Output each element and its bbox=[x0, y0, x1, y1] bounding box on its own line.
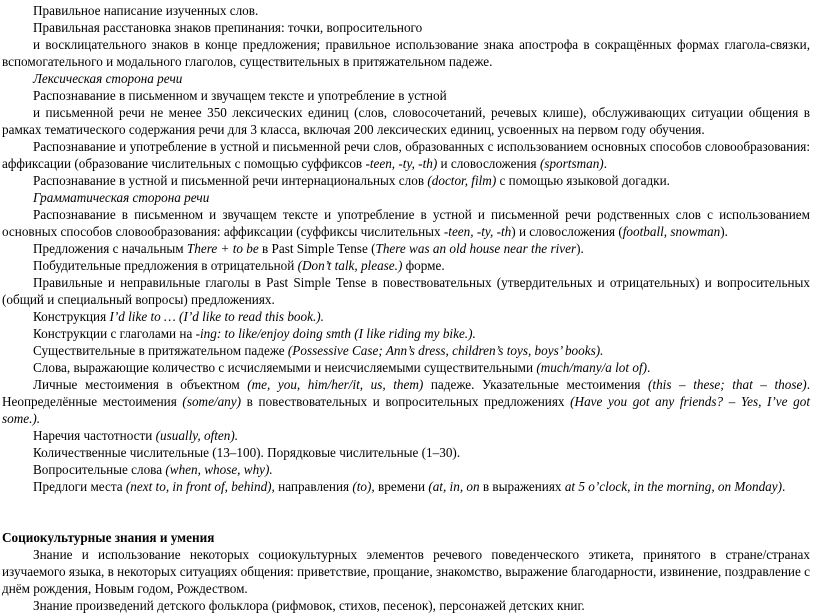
text: Правильная расстановка знаков препинания: точки, вопросительного bbox=[33, 20, 423, 35]
paragraph bbox=[2, 104, 810, 138]
text: ) и словосложения ( bbox=[511, 224, 623, 239]
text-italic: (next to, in front of, behind), bbox=[125, 479, 275, 494]
text-italic: (when, whose, why). bbox=[165, 462, 273, 477]
text: Распознавание в устной и письменной речи интернациональных слов bbox=[33, 173, 428, 188]
text: и словосложения bbox=[437, 156, 540, 171]
section-heading bbox=[2, 529, 810, 546]
text: Знание произведений детского фольклора (рифмовок, стихов, песенок), персонажей детских книг. bbox=[33, 598, 585, 613]
paragraph bbox=[2, 546, 810, 597]
text: направления bbox=[274, 479, 353, 494]
text: Количественные числительные (13–100). Порядковые числительные (1–30). bbox=[33, 445, 461, 460]
spacer bbox=[2, 495, 810, 529]
text: в повествовательных и вопросительных предложениях bbox=[241, 394, 571, 409]
paragraph bbox=[2, 597, 810, 614]
text: Распознавание в письменном и звучащем тексте и употребление в устной bbox=[33, 88, 447, 103]
text: ). bbox=[720, 224, 728, 239]
paragraph bbox=[2, 359, 810, 376]
text: Распознавание и употребление в устной и письменной речи слов, образованных с использованием основных способов словообразования: аффиксации (образование числительных с помощью суффиксов bbox=[2, 139, 810, 171]
text: форме. bbox=[402, 258, 445, 273]
paragraph bbox=[2, 444, 810, 461]
text-italic: -ing: to like/enjoy doing smth (I like riding my bike.). bbox=[195, 326, 476, 341]
text-italic: (doctor, film) bbox=[427, 173, 497, 188]
text-italic: (Don’t talk, please.) bbox=[297, 258, 403, 273]
text-italic: (me, you, him/her/it, us, them) bbox=[247, 377, 424, 392]
subheading-text: Грамматическая сторона речи bbox=[33, 190, 210, 205]
paragraph bbox=[2, 206, 810, 240]
text-italic: (to), bbox=[352, 479, 375, 494]
text-italic: (usually, often). bbox=[155, 428, 239, 443]
text: Наречия частотности bbox=[33, 428, 156, 443]
text: Конструкции с глаголами на bbox=[33, 326, 196, 341]
text-italic: (some/any) bbox=[182, 394, 242, 409]
text: в Past Simple Tense ( bbox=[258, 241, 376, 256]
subheading-lexical bbox=[2, 70, 810, 87]
subheading-grammar bbox=[2, 189, 810, 206]
text-italic: (at, in, on bbox=[428, 479, 480, 494]
text: . Неопределённые местоимения bbox=[2, 377, 810, 409]
text: . bbox=[782, 479, 786, 494]
paragraph bbox=[2, 274, 810, 308]
text-italic: at 5 o’clock, in the morning, on Monday) bbox=[564, 479, 783, 494]
text: Слова, выражающие количество с исчисляемыми и неисчисляемыми существительными bbox=[33, 360, 537, 375]
paragraph bbox=[2, 376, 810, 427]
text-italic: There + to be bbox=[186, 241, 259, 256]
text: в выражениях bbox=[479, 479, 565, 494]
paragraph bbox=[2, 240, 810, 257]
paragraph bbox=[2, 2, 810, 19]
text-italic: (Have you got any friends? – Yes, I’ve got some.). bbox=[2, 394, 810, 426]
text-italic: I’d like to … (I’d like to read this book.). bbox=[109, 309, 324, 324]
paragraph bbox=[2, 461, 810, 478]
text: . bbox=[647, 360, 651, 375]
text: . bbox=[603, 156, 607, 171]
text: Предложения с начальным bbox=[33, 241, 187, 256]
text: ). bbox=[576, 241, 584, 256]
text: Вопросительные слова bbox=[33, 462, 166, 477]
paragraph bbox=[2, 427, 810, 444]
text-italic: -teen, -ty, -th bbox=[443, 224, 512, 239]
section-heading-text: Социокультурные знания и умения bbox=[2, 530, 215, 545]
text-italic: (this – these; that – those) bbox=[648, 377, 807, 392]
text: Распознавание в письменном и звучащем тексте и употребление в устной и письменной речи родственных слов с использованием основных способов словообразования: аффиксации (суффиксы числительных bbox=[2, 207, 810, 239]
text-italic: football, snowman bbox=[622, 224, 721, 239]
paragraph bbox=[2, 342, 810, 359]
text-italic: (sportsman) bbox=[539, 156, 604, 171]
text: времени bbox=[374, 479, 429, 494]
text: Знание и использование некоторых социокультурных элементов речевого поведенческого этикета, принятого в стране/странах изучаемого языка, в некоторых ситуациях общения: приветствие, прощание, знакомство, выражение благодарности, извинение, поздравление с днём рождения, Новым годом, Рождеством. bbox=[2, 547, 810, 596]
paragraph bbox=[2, 257, 810, 274]
paragraph bbox=[2, 308, 810, 325]
text: падеже. Указательные местоимения bbox=[423, 377, 649, 392]
subheading-text: Лексическая сторона речи bbox=[33, 71, 183, 86]
text-italic: (much/many/a lot of) bbox=[536, 360, 647, 375]
text: Побудительные предложения в отрицательной bbox=[33, 258, 298, 273]
text: и письменной речи не менее 350 лексических единиц (слов, словосочетаний, речевых клише), обслуживающих ситуации общения в рамках тематического содержания речи для 3 класса, включая 200 лексических единиц, усвоенных на первом году обучения. bbox=[2, 105, 810, 137]
text: Правильные и неправильные глаголы в Past Simple Tense в повествовательных (утвердительных и отрицательных) и вопросительных (общий и специальный вопросы) предложениях. bbox=[2, 275, 810, 307]
paragraph bbox=[2, 36, 810, 70]
text: Предлоги места bbox=[33, 479, 126, 494]
text: Существительные в притяжательном падеже bbox=[33, 343, 288, 358]
text: с помощью языковой догадки. bbox=[496, 173, 670, 188]
text: и восклицательного знаков в конце предложения; правильное использование знака апострофа в сокращённых формах глагола-связки, вспомогательного и модального глаголов, существительных в притяжательном падеже. bbox=[2, 37, 810, 69]
text: Конструкция bbox=[33, 309, 110, 324]
paragraph bbox=[2, 478, 810, 495]
text-italic: -teen, -ty, -th) bbox=[365, 156, 438, 171]
paragraph bbox=[2, 172, 810, 189]
paragraph bbox=[2, 19, 810, 36]
text-italic: (Possessive Case; Ann’s dress, children’s toys, boys’ books). bbox=[287, 343, 604, 358]
paragraph bbox=[2, 325, 810, 342]
text: Правильное написание изученных слов. bbox=[33, 3, 259, 18]
text: Личные местоимения в объектном bbox=[33, 377, 248, 392]
paragraph bbox=[2, 138, 810, 172]
text-italic: There was an old house near the river bbox=[375, 241, 577, 256]
paragraph bbox=[2, 87, 810, 104]
